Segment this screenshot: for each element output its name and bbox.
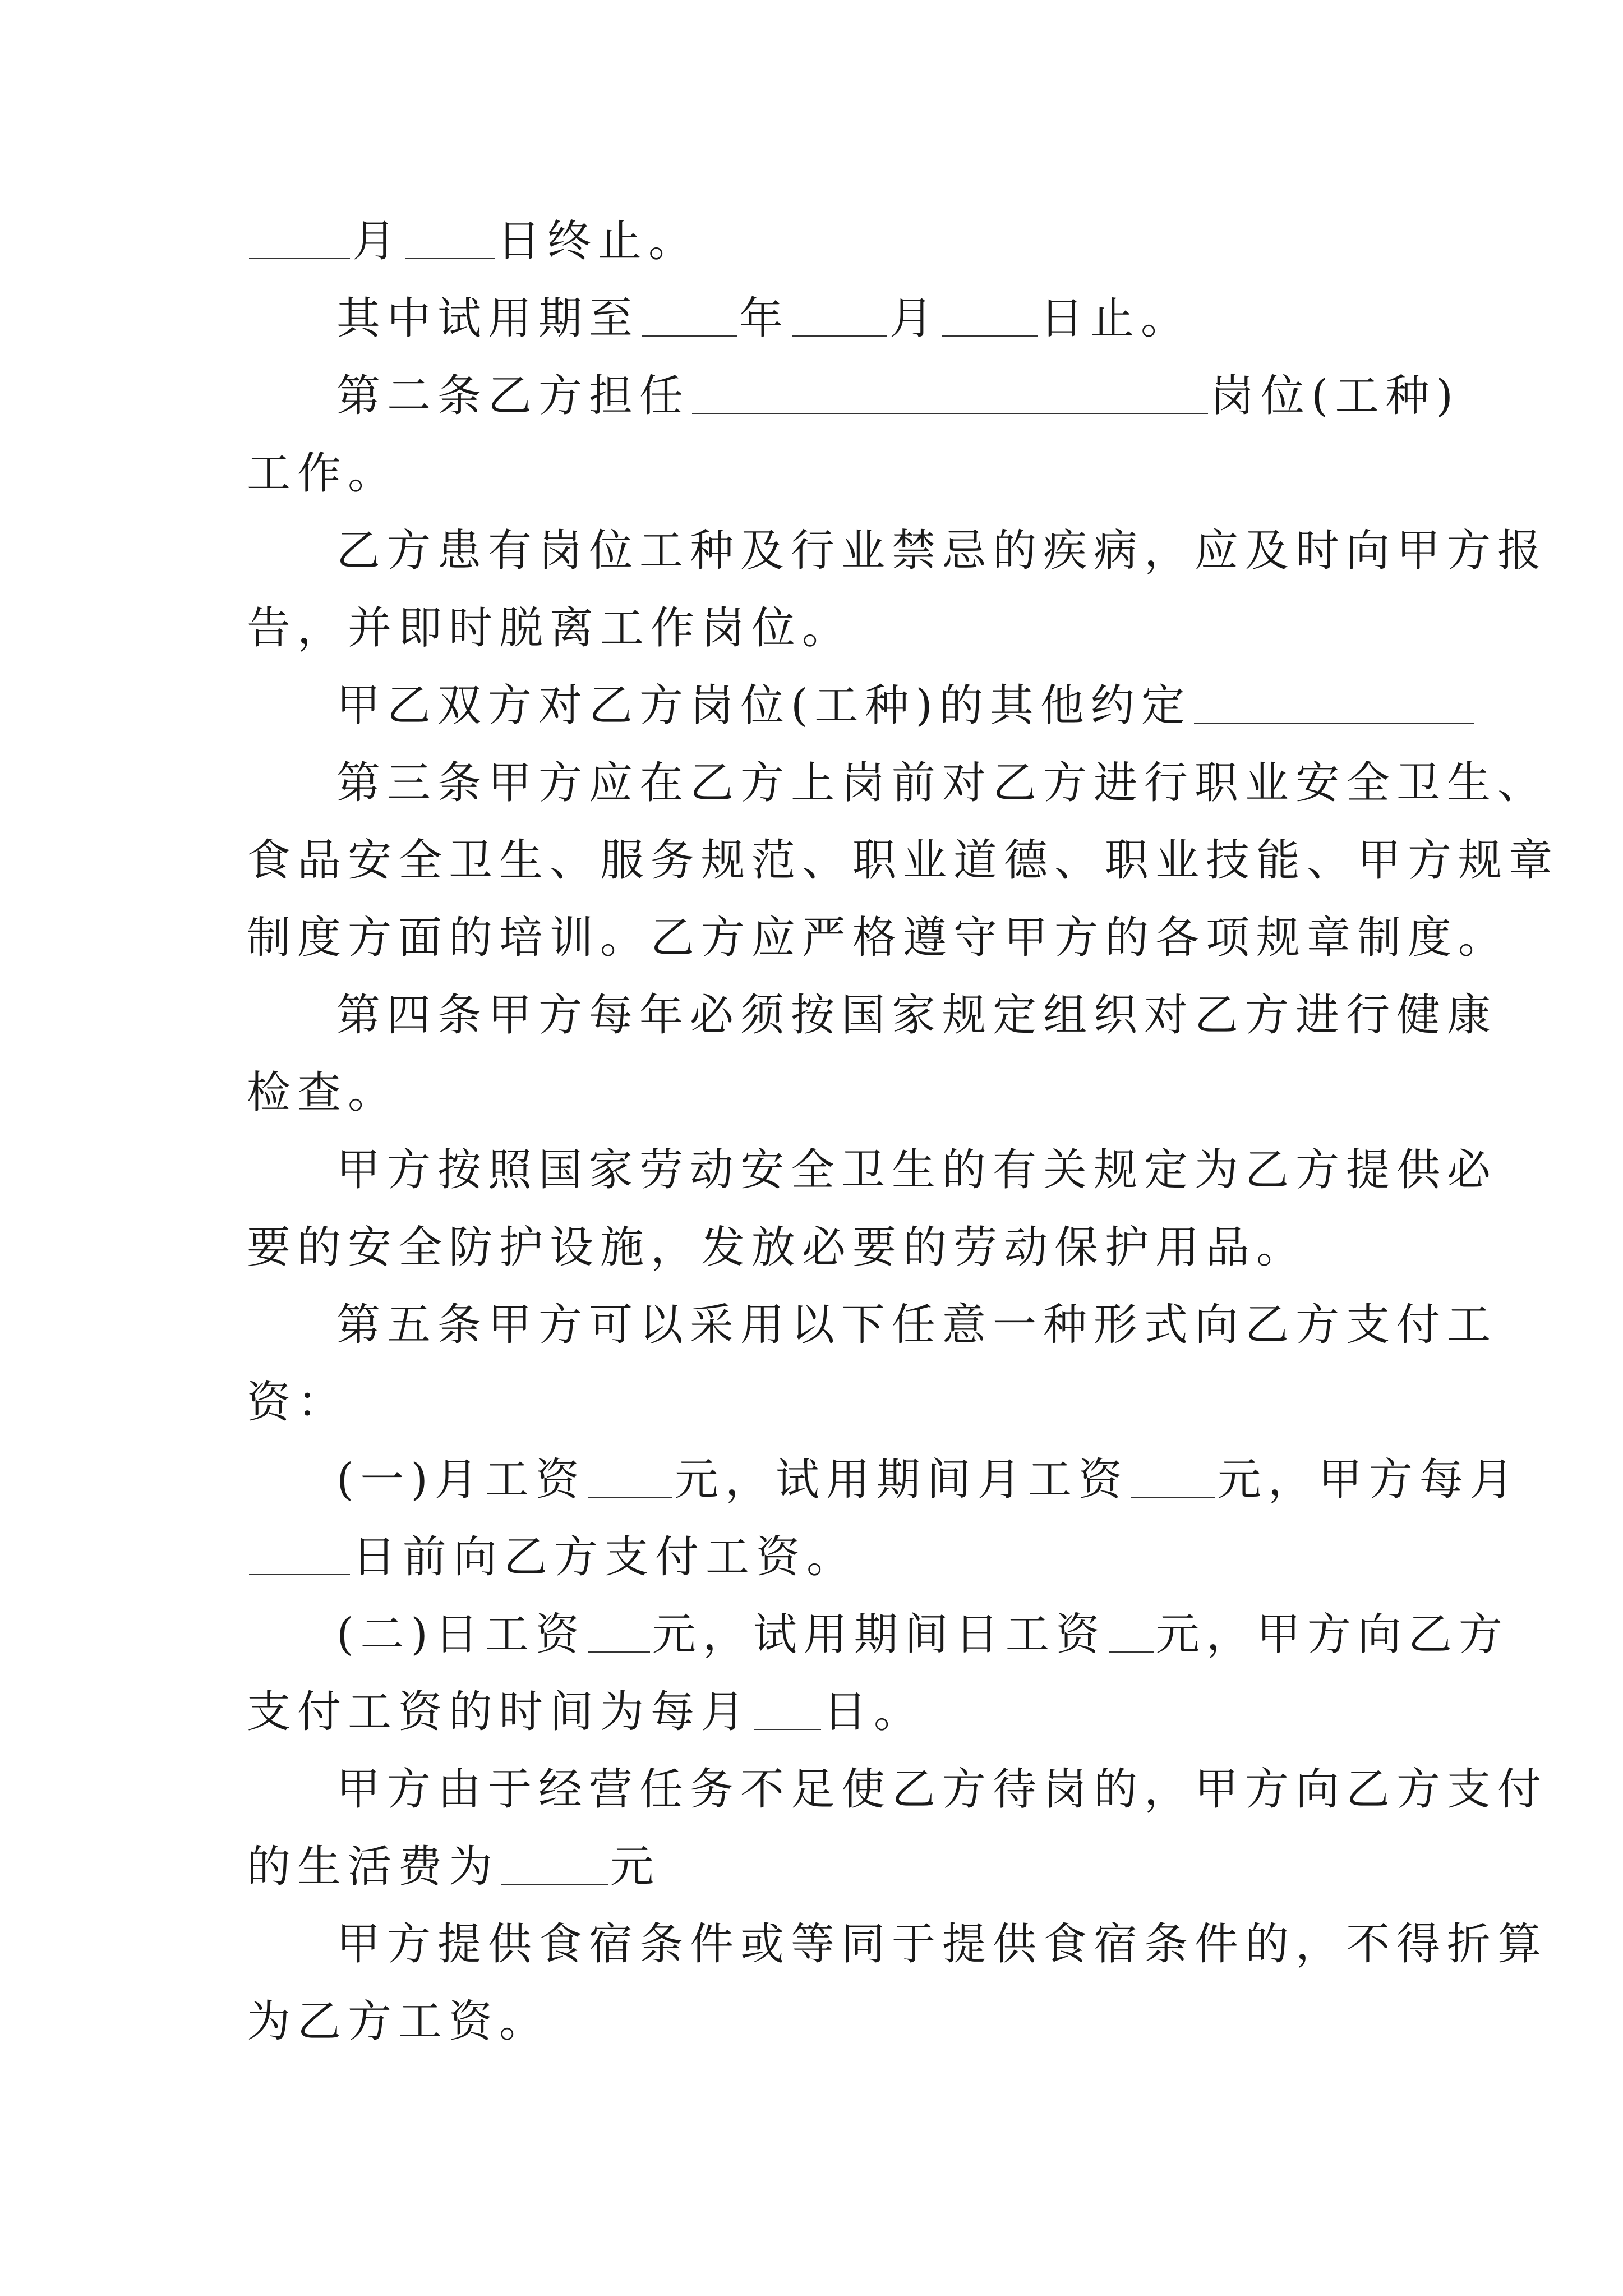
text-line [336, 1911, 1548, 1978]
text-segment: 告，并即时脱离工作岗位。 [247, 603, 853, 654]
text-line [247, 440, 398, 507]
fill-blank [1109, 1651, 1154, 1653]
text-line [336, 672, 1477, 739]
text-segment: 制度方面的培训。乙方应严格遵守甲方的各项规章制度。 [247, 913, 1509, 963]
text-segment: 月 [352, 216, 403, 266]
text-segment: 甲乙双方对乙方岗位(工种)的其他约定 [336, 680, 1192, 731]
text-segment: 工作。 [247, 448, 399, 499]
text-line [247, 904, 1509, 972]
text-segment: 日。 [823, 1687, 925, 1737]
text-segment: 甲方提供食宿条件或等同于提供食宿条件的，不得折算 [336, 1919, 1548, 1970]
fill-blank [942, 335, 1038, 337]
text-segment: 第五条甲方可以采用以下任意一种形式向乙方支付工 [336, 1300, 1498, 1350]
text-segment: (二)日工资 [336, 1609, 586, 1660]
fill-blank [405, 258, 495, 259]
text-line [247, 1059, 398, 1126]
text-segment: 元 [610, 1842, 661, 1892]
fill-blank [249, 1574, 350, 1575]
fill-blank [501, 1884, 608, 1885]
text-line [247, 1678, 924, 1746]
text-segment: 第四条甲方每年必须按国家规定组织对乙方进行健康 [336, 990, 1498, 1041]
fill-blank [1131, 1497, 1215, 1498]
fill-blank [588, 1497, 672, 1498]
text-line [336, 1756, 1548, 1823]
text-segment: 其中试用期至 [336, 293, 640, 344]
text-segment: 资： [247, 1377, 348, 1428]
text-line [247, 595, 852, 662]
text-segment: 食品安全卫生、服务规范、职业道德、职业技能、甲方规章 [247, 835, 1560, 886]
text-segment: 月 [889, 293, 940, 344]
text-line [247, 827, 1559, 894]
fill-blank [1194, 723, 1474, 724]
text-line [247, 1214, 1307, 1281]
text-line [336, 285, 1191, 352]
text-segment: 元，试用期间月工资 [674, 1455, 1129, 1505]
text-segment: 支付工资的时间为每月 [247, 1687, 752, 1737]
text-segment: 元，甲方每月 [1217, 1455, 1520, 1505]
text-segment: 甲方按照国家劳动安全卫生的有关规定为乙方提供必 [336, 1145, 1498, 1195]
text-line [247, 1524, 857, 1591]
text-segment: 乙方患有岗位工种及行业禁忌的疾病，应及时向甲方报 [336, 526, 1548, 576]
fill-blank [588, 1651, 650, 1653]
text-line [336, 749, 1548, 817]
fill-blank [754, 1729, 821, 1730]
text-segment: 的生活费为 [247, 1842, 500, 1892]
text-segment: 第二条乙方担任 [336, 371, 690, 421]
fill-blank [792, 335, 887, 337]
text-segment: 要的安全防护设施，发放必要的劳动保护用品。 [247, 1222, 1307, 1273]
text-line [336, 982, 1497, 1049]
text-line [336, 362, 1460, 430]
text-line [336, 1291, 1497, 1359]
text-line [247, 1369, 348, 1436]
fill-blank [642, 335, 737, 337]
text-segment: 甲方由于经营任务不足使乙方待岗的，甲方向乙方支付 [336, 1764, 1548, 1815]
text-line [336, 1446, 1520, 1513]
text-line [336, 1137, 1497, 1204]
text-line [336, 517, 1548, 585]
text-segment: 元，甲方向乙方 [1155, 1609, 1509, 1660]
text-line [247, 208, 699, 275]
text-segment: 检查。 [247, 1068, 399, 1118]
text-segment: 岗位(工种) [1210, 371, 1460, 421]
text-segment: 为乙方工资。 [247, 1996, 550, 2047]
text-segment: 第三条甲方应在乙方上岗前对乙方进行职业安全卫生、 [336, 758, 1548, 808]
text-line [247, 1988, 550, 2055]
text-segment: 日止。 [1040, 293, 1192, 344]
text-segment: 年 [739, 293, 790, 344]
text-line [336, 1601, 1509, 1668]
text-segment: (一)月工资 [336, 1455, 586, 1505]
text-line [247, 1833, 661, 1901]
fill-blank [692, 413, 1208, 414]
text-segment: 日终止。 [497, 216, 699, 266]
fill-blank [249, 258, 350, 259]
text-segment: 元，试用期间日工资 [652, 1609, 1106, 1660]
text-segment: 日前向乙方支付工资。 [352, 1532, 857, 1582]
